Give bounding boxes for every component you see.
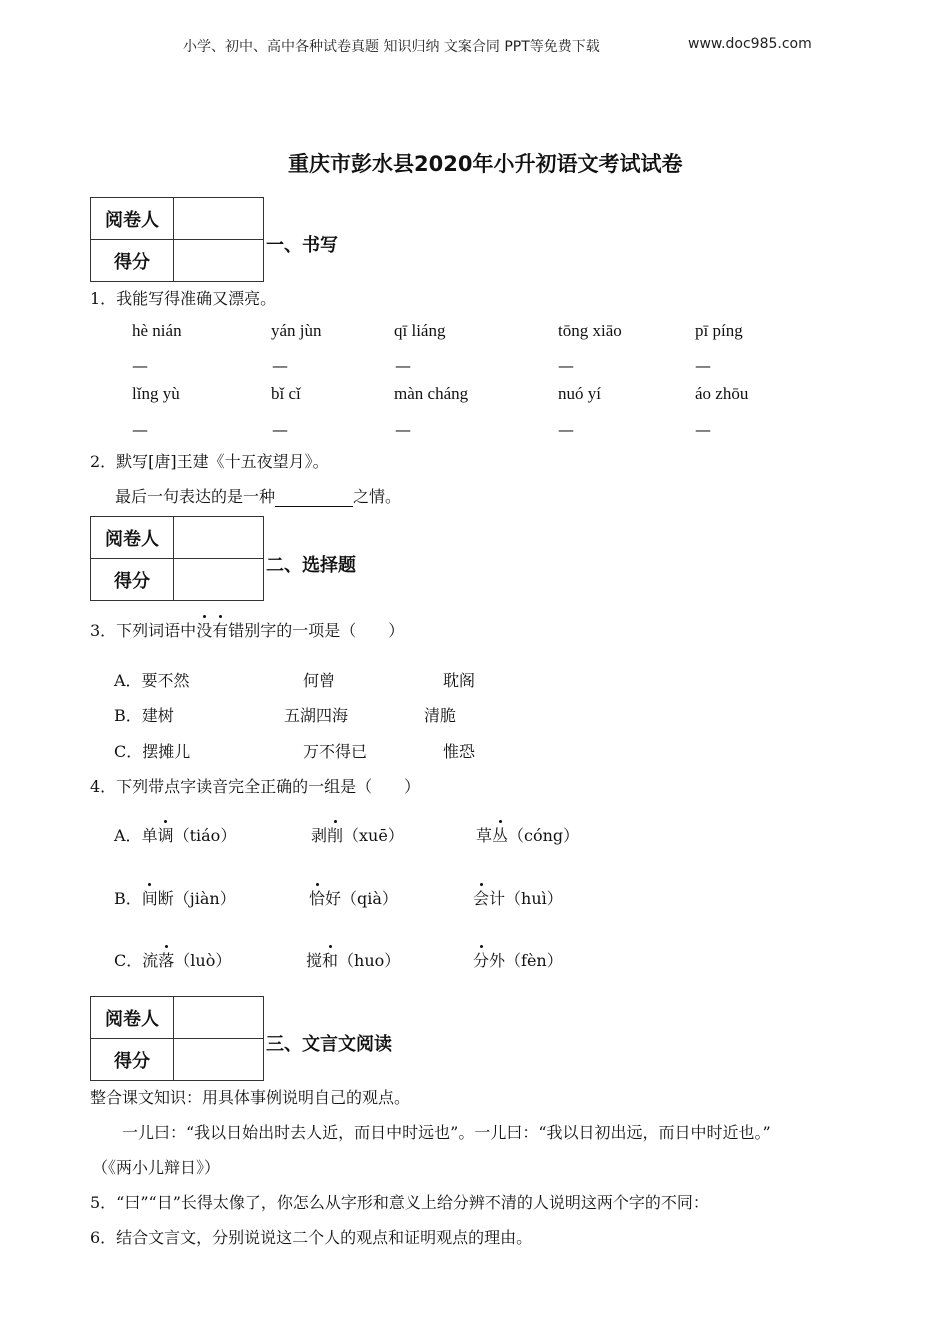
option-label: A． [114, 826, 142, 845]
pinyin-reading: （huo） [338, 951, 401, 970]
pinyin-reading: （cóng） [508, 826, 580, 845]
answer-blank[interactable]: — [132, 420, 148, 439]
pinyin-reading: （jiàn） [173, 889, 236, 908]
answer-blank[interactable]: — [132, 356, 148, 375]
q3-option-a[interactable]: A．要不然 [114, 671, 190, 690]
pinyin-item: nuó yí [558, 384, 601, 403]
word-char: 搅 [306, 951, 323, 970]
dotted-char: 和 [322, 948, 338, 971]
answer-blank[interactable]: — [272, 420, 288, 439]
q4-option-a[interactable] [114, 823, 236, 846]
q3-dotted-char: 有 [212, 618, 228, 641]
word-char: 外 [489, 951, 506, 970]
reading-quote: 一儿曰：“我以日始出时去人近，而日中时远也”。一儿曰：“我以日初出远，而日中时近也。” [122, 1123, 771, 1142]
pinyin-item: pī píng [695, 321, 743, 340]
dotted-char: 会 [473, 886, 489, 909]
section-heading-writing: 一、书写 [266, 235, 338, 256]
dotted-char: 削 [327, 823, 343, 846]
score-cell[interactable] [174, 559, 264, 601]
reading-intro: 整合课文知识：用具体事例说明自己的观点。 [90, 1088, 411, 1107]
q4-option-b-word2 [309, 886, 398, 909]
q4-option-a-word3 [476, 823, 579, 846]
answer-blank[interactable]: — [558, 420, 574, 439]
word-char: 断 [157, 889, 174, 908]
q3-option-c[interactable]: C．摆摊儿 [114, 742, 191, 761]
answer-blank[interactable]: — [395, 356, 411, 375]
q4-option-c-word2 [306, 948, 400, 971]
page-title: 重庆市彭水县2020年小升初语文考试试卷 [288, 152, 683, 176]
answer-blank[interactable]: — [695, 356, 711, 375]
pinyin-item: bǐ cǐ [271, 384, 301, 403]
pinyin-reading: （xuē） [343, 826, 404, 845]
dotted-char: 分 [473, 948, 489, 971]
dotted-char: 丛 [492, 823, 508, 846]
pinyin-item: tōng xiāo [558, 321, 622, 340]
score-cell[interactable] [174, 240, 264, 282]
option-label: B． [114, 889, 142, 908]
question-1-stem: 1．我能写得准确又漂亮。 [90, 289, 277, 308]
pinyin-reading: （tiáo） [173, 826, 237, 845]
reviewer-cell[interactable] [174, 997, 264, 1039]
q4-option-c[interactable] [114, 948, 231, 971]
score-label: 得分 [91, 240, 174, 282]
fill-blank[interactable] [275, 490, 353, 507]
fill-text-before: 最后一句表达的是一种 [115, 487, 276, 506]
q3-stem-end: 错别字的一项是（ ） [228, 621, 405, 640]
reviewer-cell[interactable] [174, 198, 264, 240]
q3-option-c-word: 万不得已 [303, 742, 368, 761]
section-heading-choice: 二、选择题 [266, 555, 356, 576]
score-label: 得分 [91, 559, 174, 601]
word-char: 草 [476, 826, 493, 845]
q4-option-b-word3 [473, 886, 563, 909]
word-char: 计 [489, 889, 506, 908]
q3-dotted-char: 没 [196, 618, 212, 641]
pinyin-item: màn cháng [394, 384, 469, 403]
pinyin-item: áo zhōu [695, 384, 749, 403]
question-5-stem: 5．“曰”“日”长得太像了，你怎么从字形和意义上给分辨不清的人说明这两个字的不同： [90, 1193, 709, 1212]
pinyin-item: hè nián [132, 321, 182, 340]
score-cell[interactable] [174, 1039, 264, 1081]
pinyin-item: yán jùn [271, 321, 322, 340]
answer-blank[interactable]: — [695, 420, 711, 439]
reviewer-label: 阅卷人 [91, 997, 174, 1039]
pinyin-item: lǐng yù [132, 384, 180, 403]
q3-option-b-word: 五湖四海 [284, 706, 349, 725]
q3-option-a-word: 耽阁 [443, 671, 476, 690]
q3-option-b-word: 清脆 [424, 706, 457, 725]
word-char: 好 [325, 889, 342, 908]
option-label: C． [114, 951, 143, 970]
pinyin-reading: （qià） [341, 889, 398, 908]
answer-blank[interactable]: — [395, 420, 411, 439]
reviewer-cell[interactable] [174, 517, 264, 559]
score-box-1 [90, 197, 264, 282]
reviewer-label: 阅卷人 [91, 198, 174, 240]
dotted-char: 落 [158, 948, 174, 971]
score-label: 得分 [91, 1039, 174, 1081]
dotted-char: 间 [142, 886, 158, 909]
word-char: 单 [141, 826, 158, 845]
question-6-stem: 6．结合文言文，分别说说这二个人的观点和证明观点的理由。 [90, 1228, 533, 1247]
answer-blank[interactable]: — [558, 356, 574, 375]
question-2-stem: 2．默写[唐]王建《十五夜望月》。 [90, 452, 329, 471]
dotted-char: 调 [158, 823, 174, 846]
header-banner-text: 小学、初中、高中各种试卷真题 知识归纳 文案合同 PPT等免费下载 [183, 39, 600, 55]
pinyin-reading: （huì） [505, 889, 563, 908]
section-heading-classical-reading: 三、文言文阅读 [266, 1034, 392, 1055]
reading-source: （《两小儿辩日》） [92, 1158, 221, 1177]
question-3-stem [90, 618, 404, 641]
reviewer-label: 阅卷人 [91, 517, 174, 559]
score-box-3 [90, 996, 264, 1081]
word-char: 剥 [311, 826, 328, 845]
q3-option-b[interactable]: B．建树 [114, 706, 174, 725]
pinyin-item: qī liáng [394, 321, 446, 340]
question-2-fill-line [115, 484, 401, 507]
header-site-link[interactable]: www.doc985.com [688, 36, 812, 52]
q3-option-c-word: 惟恐 [443, 742, 476, 761]
answer-blank[interactable]: — [272, 356, 288, 375]
dotted-char: 恰 [309, 886, 325, 909]
pinyin-reading: （luò） [174, 951, 232, 970]
q4-option-c-word3 [473, 948, 563, 971]
q4-option-a-word2 [311, 823, 404, 846]
fill-text-after: 之情。 [353, 487, 402, 506]
score-box-2 [90, 516, 264, 601]
pinyin-reading: （fèn） [505, 951, 563, 970]
q4-option-b[interactable] [114, 886, 236, 909]
question-4-stem: 4．下列带点字读音完全正确的一组是（ ） [90, 777, 421, 796]
word-char: 流 [142, 951, 159, 970]
q3-option-a-word: 何曾 [303, 671, 336, 690]
q3-stem-start: 3．下列词语中 [90, 621, 197, 640]
